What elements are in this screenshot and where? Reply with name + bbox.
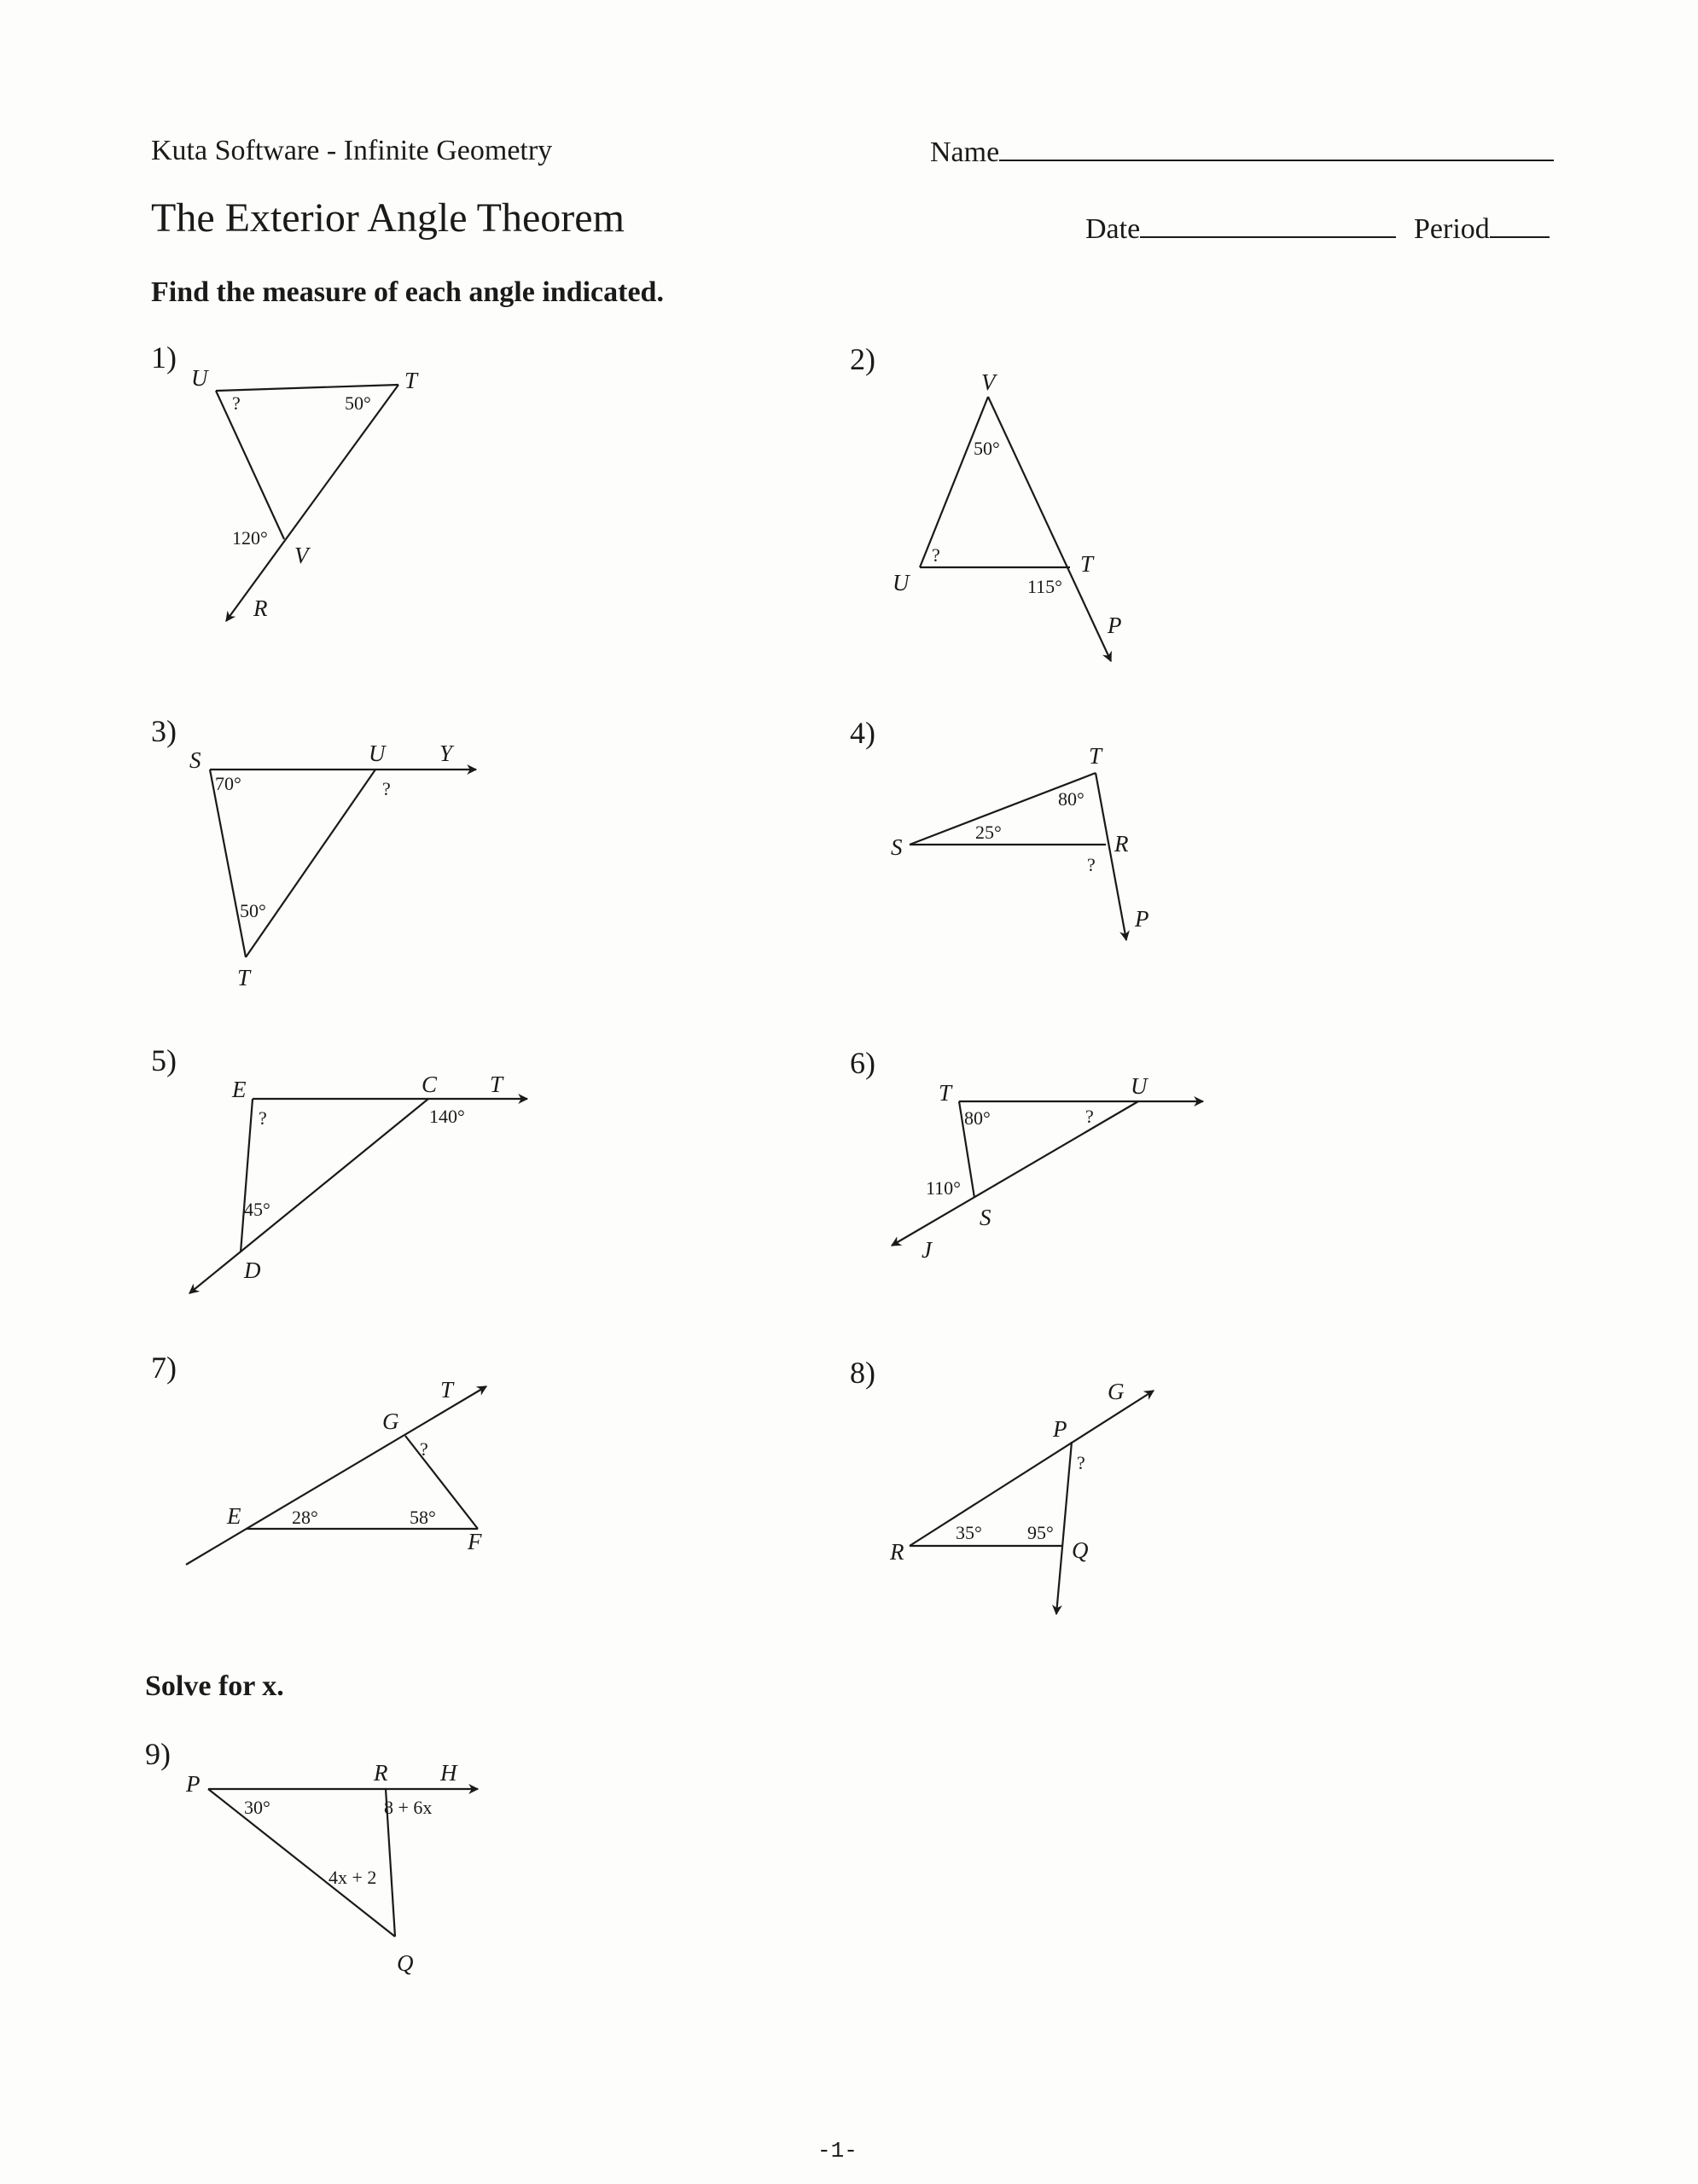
problem-3-number: 3) bbox=[151, 714, 177, 748]
p4-point-p: P bbox=[1135, 906, 1149, 932]
p4-point-s: S bbox=[891, 834, 903, 860]
p7-point-e: E bbox=[227, 1503, 241, 1529]
p2-point-u: U bbox=[893, 570, 910, 595]
p6-point-j: J bbox=[922, 1237, 932, 1263]
p8-point-q: Q bbox=[1072, 1537, 1089, 1563]
p2-point-t: T bbox=[1080, 551, 1094, 577]
p1-point-u: U bbox=[191, 365, 208, 391]
p7-angle-f: 58° bbox=[410, 1507, 436, 1528]
p4-angle-t: 80° bbox=[1058, 788, 1085, 810]
p3-point-u: U bbox=[369, 741, 386, 766]
p6-point-s: S bbox=[980, 1205, 991, 1230]
p8-unknown-angle: ? bbox=[1077, 1452, 1085, 1473]
p2-angle-v: 50° bbox=[974, 438, 1000, 459]
p6-unknown-angle: ? bbox=[1085, 1106, 1094, 1127]
p5-unknown-angle: ? bbox=[259, 1107, 267, 1129]
p3-point-y: Y bbox=[439, 741, 453, 766]
p2-unknown-angle: ? bbox=[932, 544, 940, 566]
p5-point-e: E bbox=[232, 1077, 247, 1102]
problem-4-number: 4) bbox=[850, 716, 875, 750]
p3-unknown-angle: ? bbox=[382, 778, 391, 799]
p9-point-p: P bbox=[186, 1771, 201, 1797]
p4-angle-s: 25° bbox=[975, 822, 1002, 843]
p5-exterior-angle: 140° bbox=[429, 1106, 465, 1127]
p2-point-p: P bbox=[1108, 613, 1122, 638]
p1-point-t: T bbox=[404, 368, 418, 393]
p8-angle-q: 95° bbox=[1027, 1522, 1054, 1543]
p3-point-t: T bbox=[237, 965, 251, 990]
name-label: Name bbox=[930, 136, 1000, 168]
software-title: Kuta Software - Infinite Geometry bbox=[151, 135, 553, 166]
p5-point-d: D bbox=[244, 1258, 261, 1283]
p7-point-t: T bbox=[440, 1377, 454, 1403]
p1-exterior-angle: 120° bbox=[232, 527, 268, 549]
p1-unknown-angle: ? bbox=[232, 392, 241, 414]
p2-exterior-angle: 115° bbox=[1027, 576, 1062, 597]
problem-5-number: 5) bbox=[151, 1043, 177, 1077]
p6-point-u: U bbox=[1131, 1073, 1148, 1099]
p8-point-g: G bbox=[1108, 1379, 1125, 1404]
p2-point-v: V bbox=[981, 369, 996, 395]
p8-point-r: R bbox=[890, 1539, 904, 1565]
p4-unknown-angle: ? bbox=[1087, 854, 1096, 875]
problem-9-number: 9) bbox=[145, 1737, 171, 1771]
p6-point-t: T bbox=[939, 1080, 952, 1106]
p9-angle-p: 30° bbox=[244, 1797, 270, 1818]
instructions-find: Find the measure of each angle indicated. bbox=[151, 276, 664, 308]
problem-1-number: 1) bbox=[151, 340, 177, 375]
p7-angle-e: 28° bbox=[292, 1507, 318, 1528]
p9-point-r: R bbox=[374, 1760, 388, 1786]
date-label: Date bbox=[1085, 213, 1141, 245]
instructions-solve: Solve for x. bbox=[145, 1670, 284, 1702]
p1-angle-t: 50° bbox=[345, 392, 371, 414]
problem-8-number: 8) bbox=[850, 1356, 875, 1390]
page-number: -1- bbox=[817, 2138, 858, 2164]
p4-point-t: T bbox=[1089, 743, 1102, 769]
period-label: Period bbox=[1414, 213, 1490, 245]
p5-point-c: C bbox=[422, 1072, 438, 1097]
p8-point-p: P bbox=[1053, 1416, 1067, 1442]
p1-point-v: V bbox=[294, 543, 309, 568]
worksheet-title: The Exterior Angle Theorem bbox=[151, 195, 625, 241]
p3-point-s: S bbox=[189, 747, 201, 773]
p9-interior-expression: 4x + 2 bbox=[329, 1867, 377, 1888]
p5-angle-d: 45° bbox=[244, 1199, 270, 1220]
p7-point-g: G bbox=[382, 1409, 399, 1434]
p9-side-pq bbox=[208, 1789, 395, 1937]
problem-6-number: 6) bbox=[850, 1046, 875, 1080]
p7-unknown-angle: ? bbox=[420, 1438, 428, 1460]
p3-angle-s: 70° bbox=[215, 773, 241, 794]
p5-point-t: T bbox=[490, 1072, 503, 1097]
p9-exterior-expression: 8 + 6x bbox=[384, 1797, 433, 1818]
problem-2-number: 2) bbox=[850, 342, 875, 376]
p9-point-h: H bbox=[440, 1760, 457, 1786]
p8-angle-r: 35° bbox=[956, 1522, 982, 1543]
p7-point-f: F bbox=[468, 1529, 482, 1554]
p9-point-q: Q bbox=[397, 1950, 414, 1976]
p6-exterior-angle: 110° bbox=[926, 1177, 961, 1199]
problem-7-number: 7) bbox=[151, 1350, 177, 1385]
p4-point-r: R bbox=[1114, 831, 1129, 857]
p3-angle-t: 50° bbox=[240, 900, 266, 921]
p1-point-r: R bbox=[253, 595, 268, 621]
p6-angle-t: 80° bbox=[964, 1107, 991, 1129]
